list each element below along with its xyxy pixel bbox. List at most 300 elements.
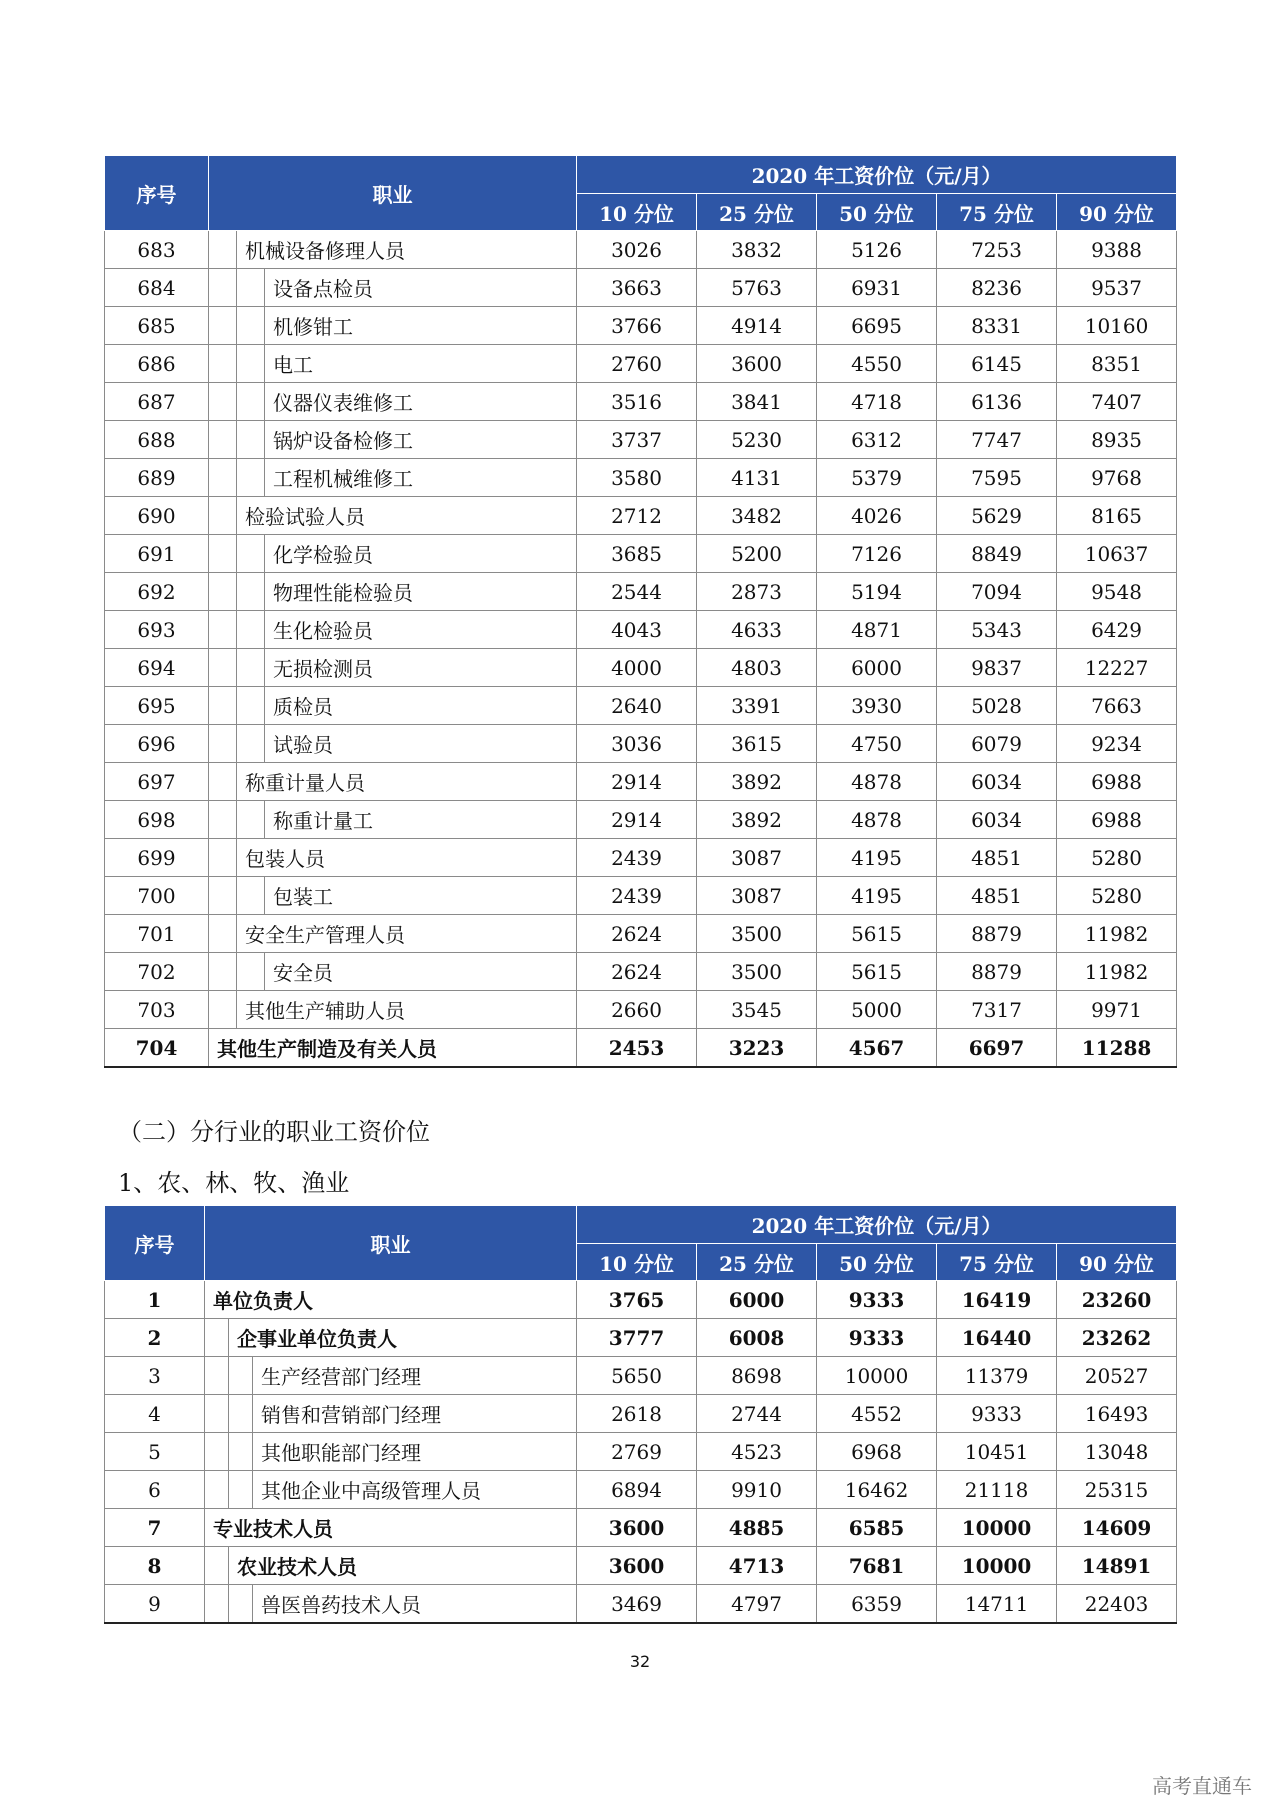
wage-p50: 6968 [817,1433,937,1471]
row-seq: 688 [105,421,209,459]
wage-p10: 2760 [577,345,697,383]
indent-cell [209,535,237,573]
row-seq: 5 [105,1433,205,1471]
occupation-name: 试验员 [265,725,577,763]
wage-p75: 6145 [937,345,1057,383]
wage-p10: 3737 [577,421,697,459]
header-wage-group: 2020 年工资价位（元/月） [577,156,1177,194]
wage-p10: 3036 [577,725,697,763]
page-number: 32 [629,1652,651,1671]
header-p10: 10 分位 [577,194,697,231]
indent-cell [229,1433,253,1471]
table-row [105,307,1177,345]
wage-p50: 3930 [817,687,937,725]
indent-cell [237,459,265,497]
wage-p75: 6136 [937,383,1057,421]
occupation-name: 生化检验员 [265,611,577,649]
wage-p10: 3765 [577,1281,697,1319]
row-seq: 9 [105,1585,205,1624]
indent-cell [229,1357,253,1395]
wage-p50: 6000 [817,649,937,687]
wage-p10: 2914 [577,763,697,801]
wage-p90: 23262 [1057,1319,1177,1357]
wage-p90: 9537 [1057,269,1177,307]
wage-p50: 4567 [817,1029,937,1068]
wage-p10: 3777 [577,1319,697,1357]
occupation-name: 其他生产制造及有关人员 [209,1029,577,1068]
wage-p90: 7407 [1057,383,1177,421]
occupation-name: 仪器仪表维修工 [265,383,577,421]
row-seq: 691 [105,535,209,573]
wage-p50: 4026 [817,497,937,535]
wage-p50: 5000 [817,991,937,1029]
indent-cell [205,1547,229,1585]
row-seq: 1 [105,1281,205,1319]
table-row [105,383,1177,421]
wage-p50: 6585 [817,1509,937,1547]
wage-p10: 3026 [577,231,697,269]
section-title: （二）分行业的职业工资价位 [118,1118,430,1146]
indent-cell [237,611,265,649]
table-row [105,269,1177,307]
wage-p25: 6008 [697,1319,817,1357]
indent-cell [209,763,237,801]
wage-p10: 6894 [577,1471,697,1509]
wage-p10: 2453 [577,1029,697,1068]
row-seq: 703 [105,991,209,1029]
occupation-name: 专业技术人员 [205,1509,577,1547]
wage-p75: 16440 [937,1319,1057,1357]
wage-p10: 3580 [577,459,697,497]
wage-p25: 3087 [697,839,817,877]
indent-cell [237,307,265,345]
indent-cell [209,231,237,269]
wage-p90: 9388 [1057,231,1177,269]
wage-p10: 2640 [577,687,697,725]
wage-p75: 6034 [937,801,1057,839]
wage-p90: 13048 [1057,1433,1177,1471]
row-seq: 686 [105,345,209,383]
row-seq: 697 [105,763,209,801]
wage-p75: 14711 [937,1585,1057,1624]
indent-cell [237,573,265,611]
occupation-name: 机修钳工 [265,307,577,345]
header-p50: 50 分位 [817,194,937,231]
header-wage-group: 2020 年工资价位（元/月） [577,1206,1177,1244]
table-row [105,953,1177,991]
row-seq: 690 [105,497,209,535]
wage-p25: 5200 [697,535,817,573]
table-row [105,573,1177,611]
indent-cell [205,1433,229,1471]
wage-p10: 2624 [577,915,697,953]
wage-p75: 11379 [937,1357,1057,1395]
occupation-name: 农业技术人员 [229,1547,577,1585]
header-p25: 25 分位 [697,194,817,231]
occupation-name: 锅炉设备检修工 [265,421,577,459]
header-p75: 75 分位 [937,1244,1057,1281]
wage-p50: 5615 [817,915,937,953]
table-row [105,839,1177,877]
row-seq: 6 [105,1471,205,1509]
wage-p25: 3500 [697,915,817,953]
wage-p10: 4000 [577,649,697,687]
row-seq: 685 [105,307,209,345]
row-seq: 701 [105,915,209,953]
wage-p75: 21118 [937,1471,1057,1509]
wage-p25: 3087 [697,877,817,915]
wage-p90: 16493 [1057,1395,1177,1433]
wage-p90: 8165 [1057,497,1177,535]
table-row [105,1281,1177,1319]
occupation-name: 其他职能部门经理 [253,1433,577,1471]
wage-p75: 5028 [937,687,1057,725]
header-seq: 序号 [105,156,209,231]
table-row [105,649,1177,687]
table-row [105,1319,1177,1357]
table-body [105,231,1177,1068]
table-row [105,535,1177,573]
indent-cell [209,345,237,383]
wage-p50: 7126 [817,535,937,573]
indent-cell [237,687,265,725]
occupation-name: 无损检测员 [265,649,577,687]
wage-p75: 10451 [937,1433,1057,1471]
wage-p25: 5763 [697,269,817,307]
wage-p25: 3500 [697,953,817,991]
indent-cell [209,877,237,915]
indent-cell [209,839,237,877]
table-row [105,1471,1177,1509]
wage-p10: 2769 [577,1433,697,1471]
table-row [105,1509,1177,1547]
wage-p50: 7681 [817,1547,937,1585]
table-body [105,1281,1177,1624]
header-job: 职业 [205,1206,577,1281]
wage-p50: 5615 [817,953,937,991]
wage-p75: 9837 [937,649,1057,687]
wage-table-1 [104,155,1177,1068]
wage-p90: 20527 [1057,1357,1177,1395]
wage-p50: 4750 [817,725,937,763]
wage-p50: 5379 [817,459,937,497]
wage-p75: 8879 [937,915,1057,953]
indent-cell [229,1471,253,1509]
table-row [105,231,1177,269]
wage-p10: 2712 [577,497,697,535]
occupation-name: 检验试验人员 [237,497,577,535]
wage-p90: 9768 [1057,459,1177,497]
wage-p75: 6079 [937,725,1057,763]
wage-p75: 5343 [937,611,1057,649]
row-seq: 684 [105,269,209,307]
wage-p90: 14891 [1057,1547,1177,1585]
wage-p90: 10160 [1057,307,1177,345]
wage-p90: 8935 [1057,421,1177,459]
wage-p75: 7094 [937,573,1057,611]
wage-p10: 3600 [577,1509,697,1547]
wage-p90: 23260 [1057,1281,1177,1319]
wage-p75: 10000 [937,1509,1057,1547]
row-seq: 683 [105,231,209,269]
occupation-name: 安全生产管理人员 [237,915,577,953]
occupation-name: 生产经营部门经理 [253,1357,577,1395]
wage-p75: 8879 [937,953,1057,991]
wage-p50: 9333 [817,1281,937,1319]
wage-p25: 4797 [697,1585,817,1624]
table-row [105,725,1177,763]
indent-cell [237,801,265,839]
wage-p25: 4914 [697,307,817,345]
indent-cell [229,1395,253,1433]
wage-p90: 11982 [1057,953,1177,991]
indent-cell [205,1585,229,1624]
wage-p90: 25315 [1057,1471,1177,1509]
wage-p25: 3615 [697,725,817,763]
occupation-name: 其他企业中高级管理人员 [253,1471,577,1509]
occupation-name: 单位负责人 [205,1281,577,1319]
wage-p50: 4195 [817,839,937,877]
row-seq: 689 [105,459,209,497]
indent-cell [237,269,265,307]
wage-p10: 2439 [577,839,697,877]
wage-p10: 3600 [577,1547,697,1585]
wage-p25: 4633 [697,611,817,649]
wage-p50: 10000 [817,1357,937,1395]
indent-cell [237,953,265,991]
row-seq: 7 [105,1509,205,1547]
occupation-name: 兽医兽药技术人员 [253,1585,577,1624]
indent-cell [237,383,265,421]
wage-p50: 4878 [817,801,937,839]
subsection-title: 1、农、林、牧、渔业 [118,1169,350,1197]
table-row [105,1433,1177,1471]
wage-p25: 3545 [697,991,817,1029]
wage-p50: 9333 [817,1319,937,1357]
table-row [105,1585,1177,1624]
wage-p75: 9333 [937,1395,1057,1433]
indent-cell [237,649,265,687]
wage-p90: 22403 [1057,1585,1177,1624]
table-row [105,687,1177,725]
wage-p10: 3663 [577,269,697,307]
wage-p90: 6988 [1057,763,1177,801]
wage-p90: 11288 [1057,1029,1177,1068]
row-seq: 3 [105,1357,205,1395]
wage-p10: 3469 [577,1585,697,1624]
wage-p90: 14609 [1057,1509,1177,1547]
occupation-name: 称重计量人员 [237,763,577,801]
wage-p25: 3841 [697,383,817,421]
row-seq: 700 [105,877,209,915]
wage-p50: 6931 [817,269,937,307]
wage-p75: 7253 [937,231,1057,269]
row-seq: 687 [105,383,209,421]
wage-p25: 3600 [697,345,817,383]
wage-p75: 16419 [937,1281,1057,1319]
row-seq: 702 [105,953,209,991]
indent-cell [237,345,265,383]
wage-p75: 8849 [937,535,1057,573]
indent-cell [209,801,237,839]
wage-p10: 2618 [577,1395,697,1433]
wage-p25: 4131 [697,459,817,497]
wage-p25: 6000 [697,1281,817,1319]
indent-cell [209,497,237,535]
row-seq: 2 [105,1319,205,1357]
table-row [105,763,1177,801]
table-row [105,345,1177,383]
indent-cell [237,535,265,573]
indent-cell [205,1357,229,1395]
indent-cell [205,1471,229,1509]
table-row [105,915,1177,953]
wage-p25: 2744 [697,1395,817,1433]
row-seq: 704 [105,1029,209,1068]
wage-p90: 12227 [1057,649,1177,687]
wage-p50: 5126 [817,231,937,269]
table-row [105,421,1177,459]
indent-cell [237,725,265,763]
wage-p90: 9971 [1057,991,1177,1029]
wage-p25: 3482 [697,497,817,535]
occupation-name: 设备点检员 [265,269,577,307]
table-row [105,877,1177,915]
occupation-name: 物理性能检验员 [265,573,577,611]
wage-p90: 9234 [1057,725,1177,763]
wage-p10: 4043 [577,611,697,649]
indent-cell [209,915,237,953]
wage-p25: 3892 [697,763,817,801]
row-seq: 696 [105,725,209,763]
wage-p10: 2624 [577,953,697,991]
wage-p25: 4803 [697,649,817,687]
wage-p75: 5629 [937,497,1057,535]
indent-cell [205,1319,229,1357]
wage-p10: 2439 [577,877,697,915]
table-row [105,991,1177,1029]
occupation-name: 电工 [265,345,577,383]
wage-p25: 4885 [697,1509,817,1547]
wage-p90: 6429 [1057,611,1177,649]
table-row [105,1395,1177,1433]
occupation-name: 化学检验员 [265,535,577,573]
header-p25: 25 分位 [697,1244,817,1281]
wage-p50: 4552 [817,1395,937,1433]
row-seq: 699 [105,839,209,877]
table-row [105,497,1177,535]
occupation-name: 机械设备修理人员 [237,231,577,269]
occupation-name: 称重计量工 [265,801,577,839]
wage-p50: 5194 [817,573,937,611]
table-row [105,611,1177,649]
wage-p75: 6034 [937,763,1057,801]
occupation-name: 工程机械维修工 [265,459,577,497]
header-p10: 10 分位 [577,1244,697,1281]
header-p50: 50 分位 [817,1244,937,1281]
indent-cell [205,1395,229,1433]
wage-p10: 5650 [577,1357,697,1395]
wage-p10: 2914 [577,801,697,839]
wage-p50: 6695 [817,307,937,345]
header-seq: 序号 [105,1206,205,1281]
wage-p75: 7747 [937,421,1057,459]
table-row [105,1357,1177,1395]
wage-p50: 6312 [817,421,937,459]
header-p90: 90 分位 [1057,194,1177,231]
occupation-name: 销售和营销部门经理 [253,1395,577,1433]
indent-cell [209,421,237,459]
wage-p25: 3832 [697,231,817,269]
occupation-name: 企事业单位负责人 [229,1319,577,1357]
row-seq: 692 [105,573,209,611]
indent-cell [209,573,237,611]
wage-p10: 3516 [577,383,697,421]
wage-p75: 8331 [937,307,1057,345]
indent-cell [209,991,237,1029]
wage-p50: 4550 [817,345,937,383]
indent-cell [209,383,237,421]
indent-cell [209,953,237,991]
table-row [105,1029,1177,1068]
wage-p25: 8698 [697,1357,817,1395]
wage-p90: 11982 [1057,915,1177,953]
indent-cell [237,877,265,915]
occupation-name: 质检员 [265,687,577,725]
watermark: 高考直通车 [1152,1774,1252,1798]
indent-cell [237,421,265,459]
wage-p10: 3766 [577,307,697,345]
wage-p75: 4851 [937,877,1057,915]
indent-cell [209,269,237,307]
table-row [105,459,1177,497]
wage-p90: 5280 [1057,839,1177,877]
occupation-name: 其他生产辅助人员 [237,991,577,1029]
wage-p50: 4878 [817,763,937,801]
header-p75: 75 分位 [937,194,1057,231]
wage-p50: 4871 [817,611,937,649]
wage-p90: 5280 [1057,877,1177,915]
wage-p10: 2660 [577,991,697,1029]
indent-cell [209,725,237,763]
indent-cell [209,687,237,725]
wage-p25: 4713 [697,1547,817,1585]
wage-p75: 6697 [937,1029,1057,1068]
wage-p75: 7595 [937,459,1057,497]
wage-p10: 2544 [577,573,697,611]
header-p90: 90 分位 [1057,1244,1177,1281]
row-seq: 694 [105,649,209,687]
row-seq: 698 [105,801,209,839]
wage-p90: 7663 [1057,687,1177,725]
wage-p50: 4195 [817,877,937,915]
wage-p90: 10637 [1057,535,1177,573]
table-row [105,801,1177,839]
wage-p10: 3685 [577,535,697,573]
occupation-name: 包装工 [265,877,577,915]
wage-p25: 3223 [697,1029,817,1068]
occupation-name: 安全员 [265,953,577,991]
wage-p50: 4718 [817,383,937,421]
wage-p25: 2873 [697,573,817,611]
wage-p75: 7317 [937,991,1057,1029]
wage-p90: 8351 [1057,345,1177,383]
indent-cell [209,649,237,687]
wage-p25: 5230 [697,421,817,459]
wage-p90: 6988 [1057,801,1177,839]
wage-p75: 4851 [937,839,1057,877]
wage-p90: 9548 [1057,573,1177,611]
